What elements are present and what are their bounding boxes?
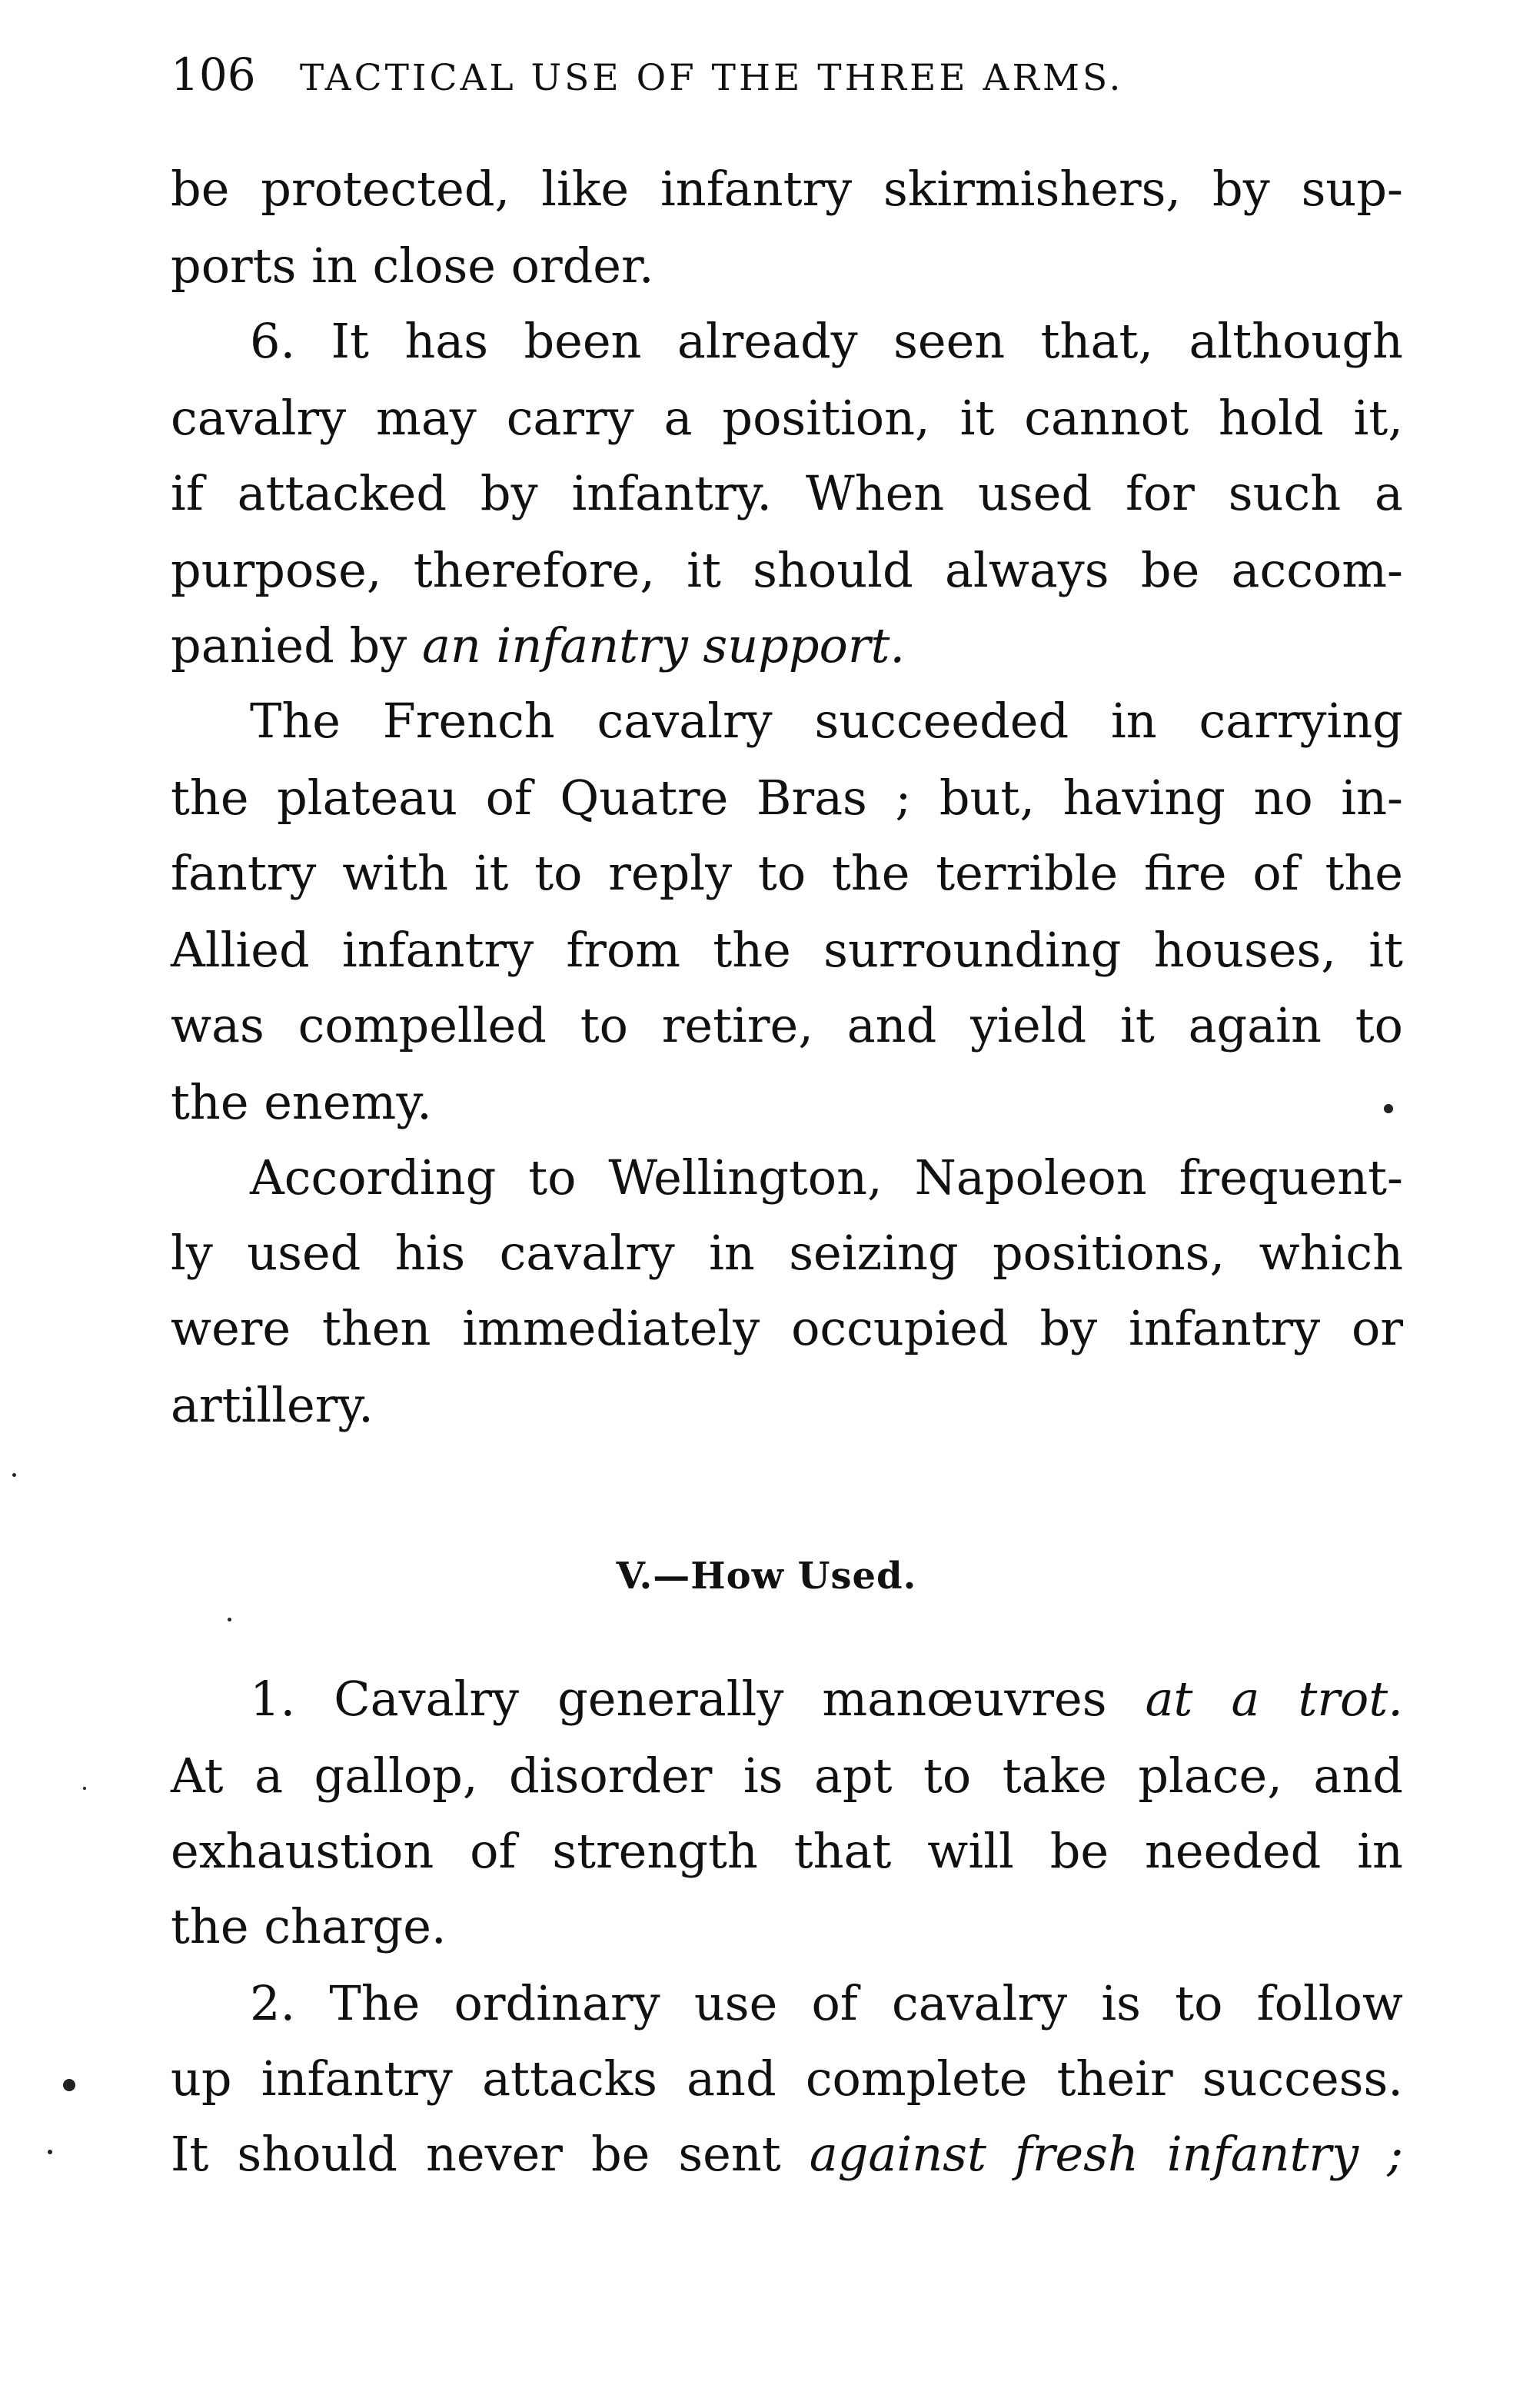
text-line: 6. It has been already seen that, although (250, 313, 1403, 369)
text-line (250, 1661, 1403, 1738)
text-line: the charge. (171, 1898, 447, 1954)
text-line: were then immediately occupied by infantry or (171, 1300, 1403, 1356)
scan-speck (1384, 1104, 1393, 1113)
text-line: The French cavalry succeeded in carrying (250, 693, 1403, 749)
text-line: if attacked by infantry. When used for such a (171, 465, 1403, 521)
scan-speck (48, 2150, 52, 2154)
text-line: According to Wellington, Napoleon frequent- (250, 1149, 1403, 1206)
scan-speck (63, 2079, 75, 2091)
text-line (171, 2116, 1403, 2193)
text-line: the plateau of Quatre Bras ; but, having no in- (171, 770, 1403, 826)
running-header (171, 40, 1401, 109)
scan-speck (12, 1473, 16, 1477)
italic-run: against fresh infantry ; (809, 2126, 1404, 2182)
section-heading: V.—How Used. (616, 1555, 917, 1598)
text-line: purpose, therefore, it should always be accom- (171, 542, 1403, 598)
text-line: Allied infantry from the surrounding houses, it (171, 922, 1403, 978)
page-number: 106 (171, 48, 256, 101)
text-line: was compelled to retire, and yield it again to (171, 997, 1403, 1053)
text-run: 1. Cavalry generally manœuvres (250, 1671, 1107, 1727)
text-line: up infantry attacks and complete their success. (171, 2050, 1403, 2107)
text-line: cavalry may carry a position, it cannot hold it, (171, 390, 1403, 446)
text-line: exhaustion of strength that will be needed in (171, 1823, 1403, 1879)
text-line: ports in close order. (171, 238, 654, 294)
text-line: 2. The ordinary use of cavalry is to follow (250, 1975, 1403, 2031)
text-line: the enemy. (171, 1074, 432, 1130)
text-line: ly used his cavalry in seizing positions, which (171, 1225, 1403, 1281)
text-line: be protected, like infantry skirmishers, by sup- (171, 161, 1403, 217)
text-line: artillery. (171, 1377, 374, 1433)
scan-speck (228, 1618, 231, 1621)
text-line (171, 607, 1403, 684)
text-run: panied by (171, 617, 407, 674)
text-line: fantry with it to reply to the terrible fire of the (171, 845, 1403, 901)
scan-speck (83, 1787, 86, 1790)
text-line: At a gallop, disorder is apt to take place, and (171, 1748, 1403, 1804)
italic-run: at a trot. (1145, 1671, 1403, 1727)
italic-run: an infantry support. (421, 617, 906, 674)
text-run: It should never be sent (171, 2126, 781, 2182)
running-title: TACTICAL USE OF THE THREE ARMS. (299, 57, 1124, 99)
